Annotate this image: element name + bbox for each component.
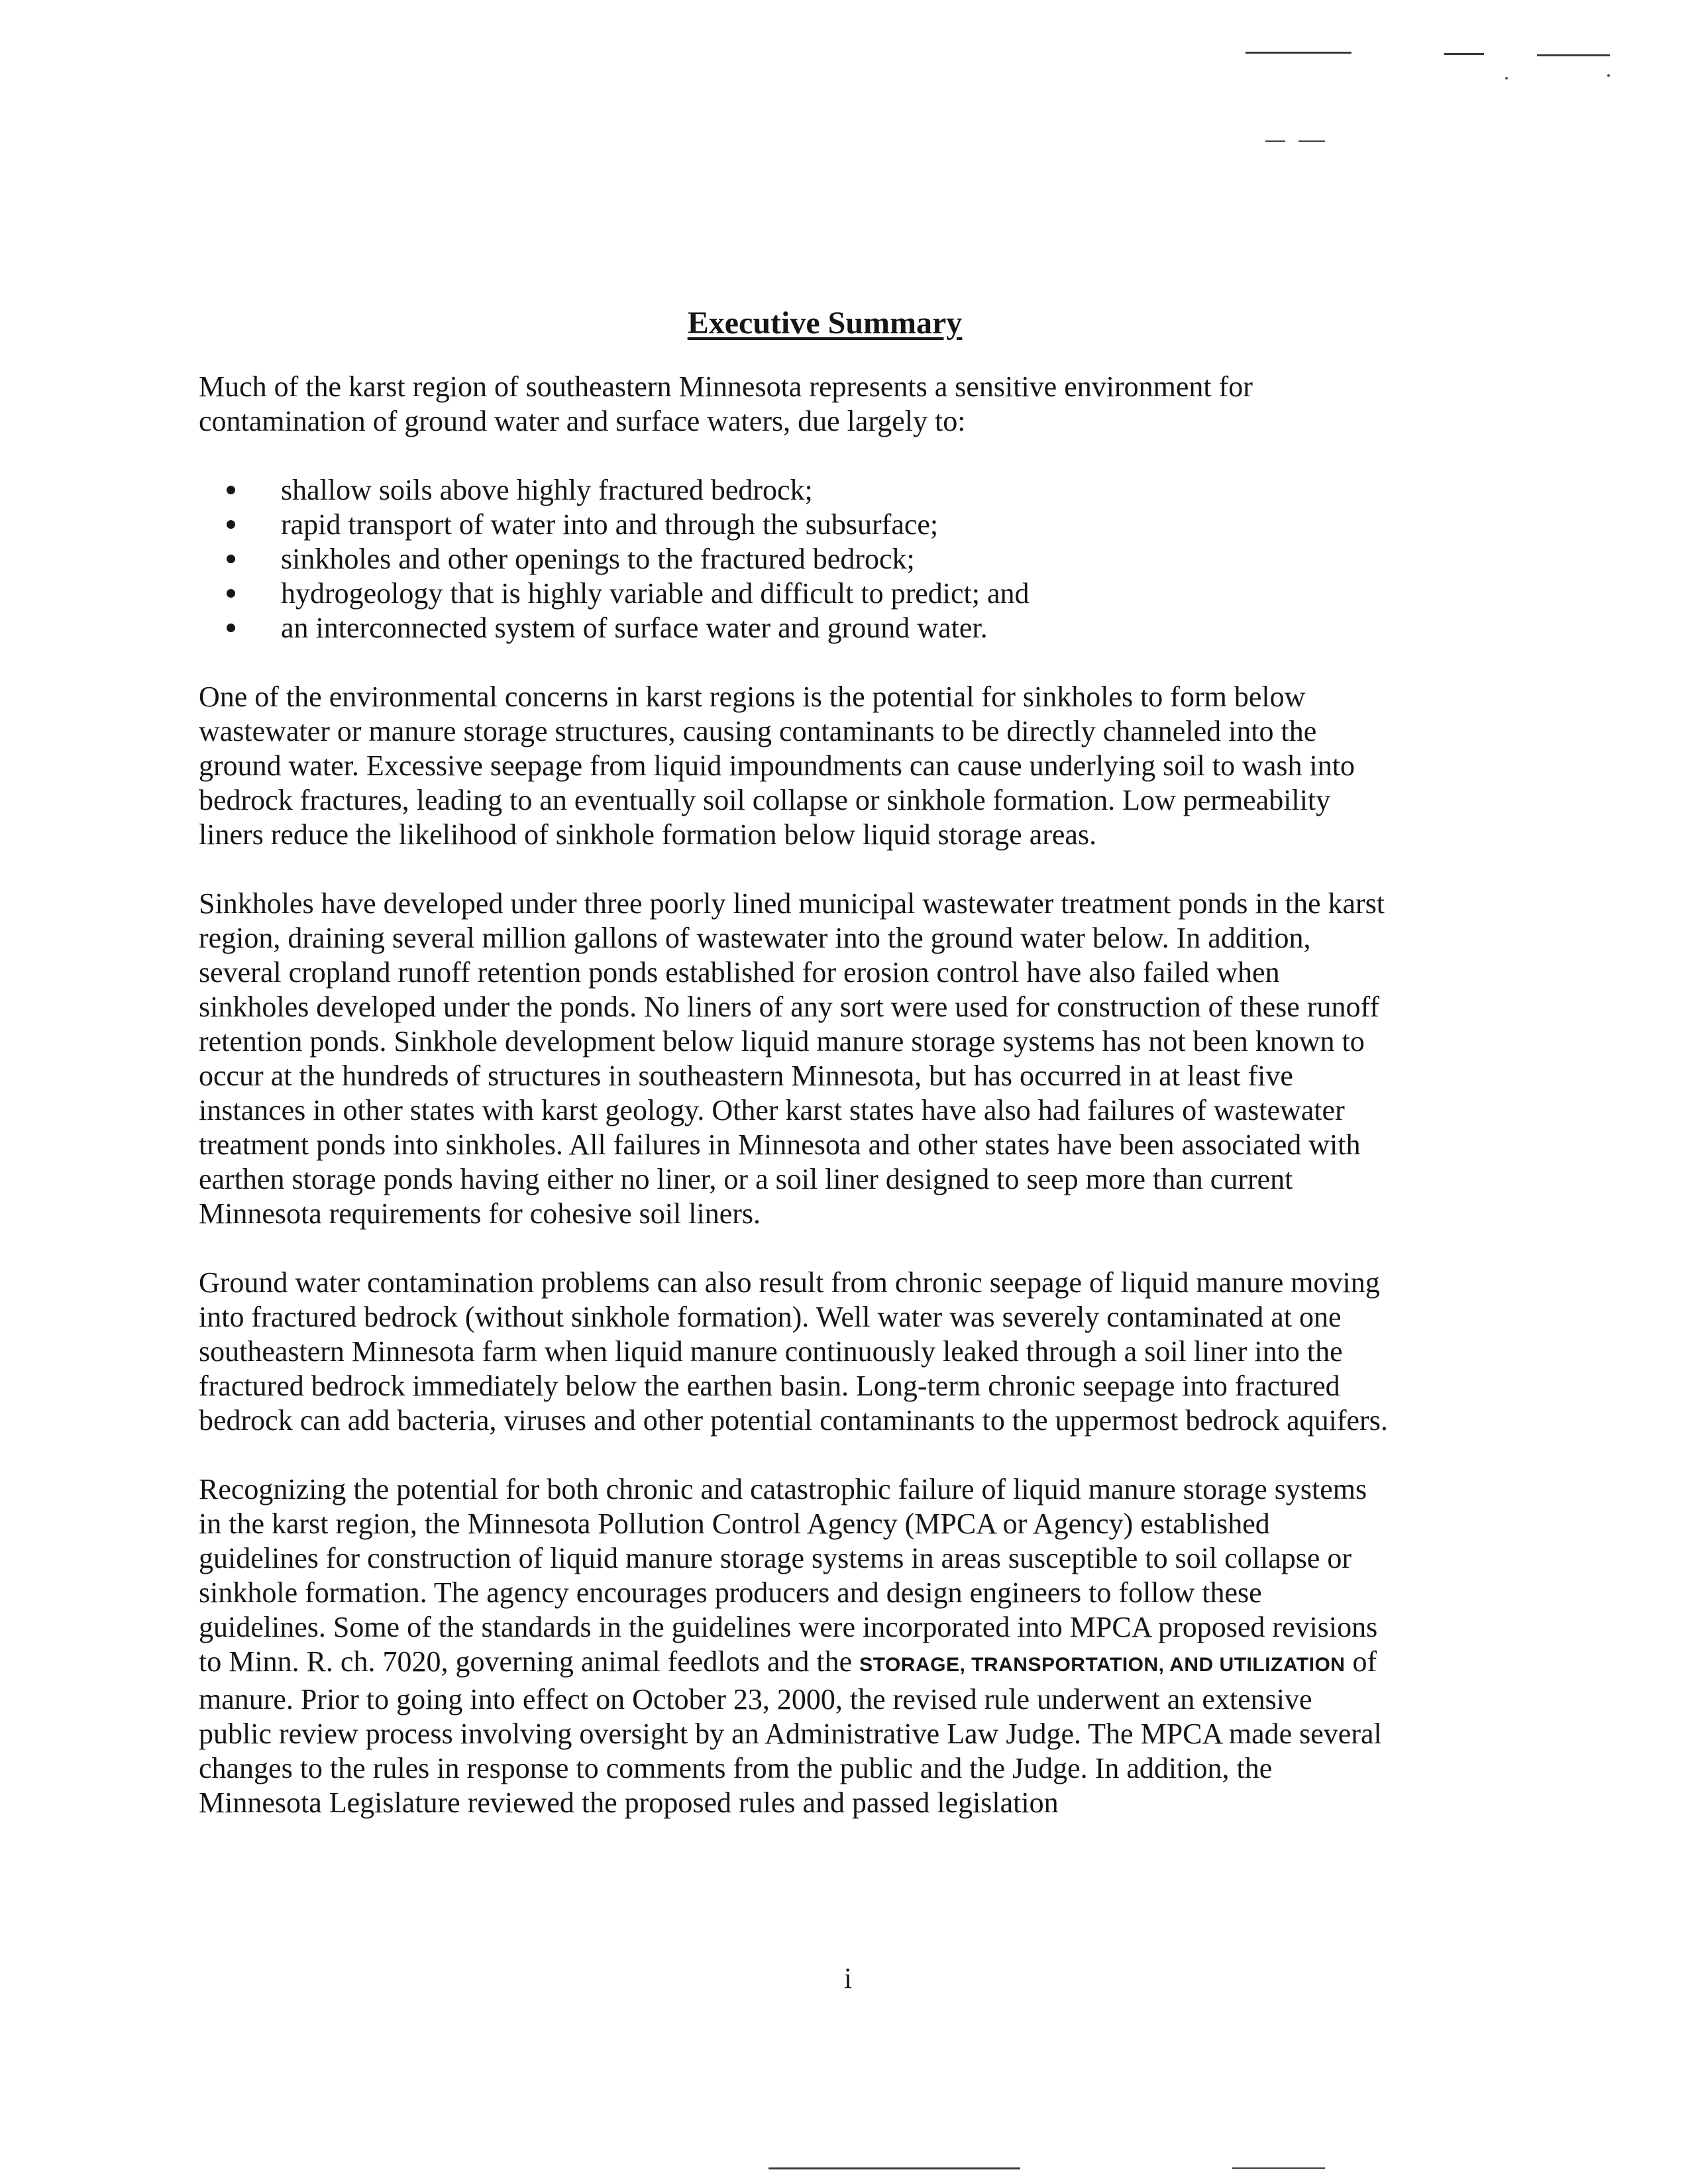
bullet-icon [227, 624, 235, 632]
paragraph-text-fragment: STORAGE, TRANSPORTATION, AND UTILIZATION [859, 1654, 1346, 1676]
page-title: Executive Summary [687, 305, 963, 341]
scan-artifact-line [1298, 140, 1325, 142]
scan-artifact-line [1246, 52, 1352, 54]
scan-artifact-line [1265, 140, 1285, 142]
list-item [199, 576, 1391, 611]
paragraph-chronic-seepage: Ground water contamination problems can also result from chronic seepage of liquid manure moving into fractured bedrock (without sinkhole formation). Well water was severely contaminated at one southeastern Minnesota farm when liquid manure continuously leaked through a soil liner into the fractured bedrock immediately below the earthen basin. Long-term chronic seepage into fractured bedrock can add bacteria, viruses and other potential contaminants to the uppermost bedrock aquifers. [199, 1266, 1388, 1437]
bullet-icon [227, 486, 235, 494]
paragraph-sinkhole-history: Sinkholes have developed under three poorly lined municipal wastewater treatment ponds in the karst region, draining several million gallons of wastewater into the ground water below. In addition, several cropland runoff retention ponds established for erosion control have also failed when sinkholes developed under the ponds. No liners of any sort were used for construction of these runoff retention ponds. Sinkhole development below liquid manure storage systems has not been known to occur at the hundreds of structures in southeastern Minnesota, but has occurred in at least five instances in other states with karst geology. Other karst states have also had failures of wastewater treatment ponds into sinkholes. All failures in Minnesota and other states have been associated with earthen storage ponds having either no liner, or a soil liner designed to seep more than current Minnesota requirements for cohesive soil liners. [199, 887, 1385, 1230]
bullet-list [199, 473, 1391, 645]
page-number: i [843, 1962, 853, 1994]
list-item [199, 611, 1391, 645]
bullet-icon [227, 555, 235, 563]
scan-artifact-line [1537, 54, 1610, 56]
scan-artifact-line [1232, 2167, 1325, 2169]
list-item-text: rapid transport of water into and through the subsurface; [281, 508, 939, 541]
paragraph-text: of manure. Prior to going into effect on October 23, 2000, the revised rule underwent an extensive public review process involving oversight by an Administrative Law Judge. The MPCA made several changes to the rules in response to comments from the public and the Judge. In addition, the Minnesota Legislature reviewed the proposed rules and passed legislation [199, 1645, 1382, 1819]
list-item-text: hydrogeology that is highly variable and difficult to predict; and [281, 577, 1030, 610]
document-body [199, 292, 1391, 1855]
intro-paragraph: Much of the karst region of southeastern Minnesota represents a sensitive environment for contamination of ground water and surface waters, due largely to: [199, 370, 1253, 437]
list-item-text: shallow soils above highly fractured bedrock; [281, 474, 813, 506]
bullet-icon [227, 589, 235, 598]
paragraph-mpca-guidelines [199, 1472, 1391, 1820]
scan-artifact-line [768, 2167, 1020, 2169]
list-item [199, 473, 1391, 508]
scan-artifact-dot [1607, 74, 1610, 77]
scan-artifact-line [1444, 53, 1484, 55]
list-item [199, 508, 1391, 542]
paragraph-sinkhole-concerns: One of the environmental concerns in karst regions is the potential for sinkholes to form below wastewater or manure storage structures, causing contaminants to be directly channeled into the ground water. Excessive seepage from liquid impoundments can cause underlying soil to wash into bedrock fractures, leading to an eventually soil collapse or sinkhole formation. Low permeability liners reduce the likelihood of sinkhole formation below liquid storage areas. [199, 681, 1355, 851]
paragraph-text: Recognizing the potential for both chronic and catastrophic failure of liquid manure storage systems in the karst region, the Minnesota Pollution Control Agency (MPCA or Agency) established guidelines for construction of liquid manure storage systems in areas susceptible to soil collapse or sinkhole formation. The agency encourages producers and design engineers to follow these guidelines. Some of the standards in the guidelines were incorporated into MPCA proposed revisions to Minn. R. ch. 7020, governing animal feedlots and the [199, 1473, 1378, 1678]
list-item-text: an interconnected system of surface water and ground water. [281, 612, 988, 644]
scan-artifact-dot [1505, 77, 1508, 80]
bullet-icon [227, 520, 235, 529]
list-item-text: sinkholes and other openings to the fractured bedrock; [281, 543, 915, 575]
list-item [199, 542, 1391, 576]
